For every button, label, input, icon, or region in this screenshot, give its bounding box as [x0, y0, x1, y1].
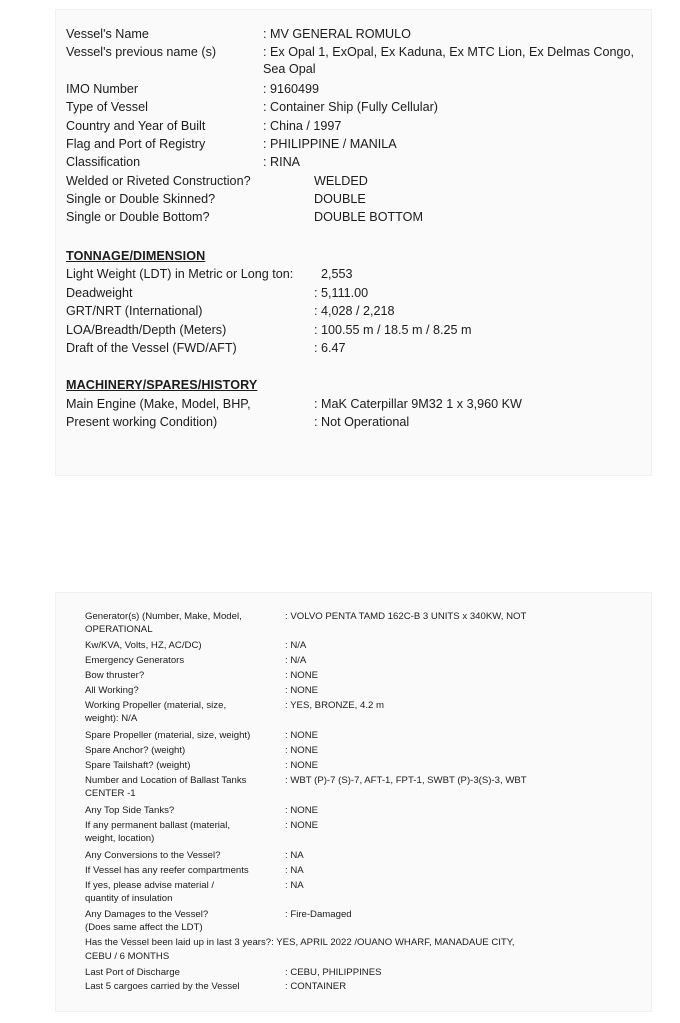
value-all-working: : NONE: [285, 685, 319, 696]
label-damages: Any Damages to the Vessel?: [85, 909, 209, 920]
value-previous-names: : Ex Opal 1, ExOpal, Ex Kaduna, Ex MTC Lion, Ex Delmas Congo,: [263, 45, 634, 59]
value-top-side-tanks: : NONE: [285, 805, 319, 816]
value-dimensions: : 100.55 m / 18.5 m / 8.25 m: [314, 323, 472, 337]
value-previous-names-cont: Sea Opal: [263, 62, 316, 76]
document-page-2: [56, 593, 651, 1011]
label-top-side-tanks: Any Top Side Tanks?: [85, 805, 175, 816]
label-main-engine: Main Engine (Make, Model, BHP,: [66, 397, 251, 411]
label-working-propeller-cont: weight): N/A: [85, 713, 138, 724]
value-kw-kva: : N/A: [285, 640, 307, 651]
value-conversions: : NA: [285, 850, 304, 861]
value-construction: WELDED: [314, 174, 368, 188]
value-main-engine: : MaK Caterpillar 9M32 1 x 3,960 KW: [314, 397, 522, 411]
label-vessel-type: Type of Vessel: [66, 100, 148, 114]
label-working-propeller: Working Propeller (material, size,: [85, 700, 227, 711]
value-reefer: : NA: [285, 865, 304, 876]
value-working-propeller: : YES, BRONZE, 4.2 m: [285, 700, 384, 711]
label-permanent-ballast: If any permanent ballast (material,: [85, 820, 231, 831]
label-vessel-name: Vessel's Name: [66, 27, 149, 41]
value-permanent-ballast: : NONE: [285, 820, 319, 831]
label-conversions: Any Conversions to the Vessel?: [85, 850, 221, 861]
label-bow-thruster: Bow thruster?: [85, 670, 145, 681]
document-page-1: [56, 10, 651, 475]
value-last-port: : CEBU, PHILIPPINES: [285, 967, 382, 978]
label-insulation: If yes, please advise material /: [85, 880, 215, 891]
label-spare-tailshaft: Spare Tailshaft? (weight): [85, 760, 191, 771]
label-generators: Generator(s) (Number, Make, Model,: [85, 611, 242, 622]
value-ballast-tanks: : WBT (P)-7 (S)-7, AFT-1, FPT-1, SWBT (P)-3(S)-3, WBT: [285, 775, 527, 786]
value-ballast-tanks-cont: CENTER -1: [85, 788, 136, 799]
value-generators-cont: OPERATIONAL: [85, 624, 153, 635]
value-spare-tailshaft: : NONE: [285, 760, 319, 771]
label-classification: Classification: [66, 155, 141, 169]
label-reefer: If Vessel has any reefer compartments: [85, 865, 249, 876]
label-construction: Welded or Riveted Construction?: [66, 174, 251, 188]
value-spare-anchor: : NONE: [285, 745, 319, 756]
label-laid-up: Has the Vessel been laid up in last 3 years?: YES, APRIL 2022 /OUANO WHARF, MANADAUE CITY,: [85, 937, 515, 948]
value-insulation: : NA: [285, 880, 304, 891]
value-last-cargoes: : CONTAINER: [285, 981, 347, 992]
value-bow-thruster: : NONE: [285, 670, 319, 681]
value-imo-number: : 9160499: [263, 82, 320, 96]
value-skin: DOUBLE: [314, 192, 366, 206]
value-generators: : VOLVO PENTA TAMD 162C-B 3 UNITS x 340KW, NOT: [285, 611, 527, 622]
value-draft: : 6.47: [314, 341, 346, 355]
label-bottom: Single or Double Bottom?: [66, 210, 210, 224]
label-country-year: Country and Year of Built: [66, 119, 206, 133]
label-last-cargoes: Last 5 cargoes carried by the Vessel: [85, 981, 240, 992]
machinery-heading: MACHINERY/SPARES/HISTORY: [66, 378, 258, 392]
value-damages: : Fire-Damaged: [285, 909, 352, 920]
value-light-weight: 2,553: [321, 267, 353, 281]
value-deadweight: : 5,111.00: [314, 286, 369, 300]
label-working-condition: Present working Condition): [66, 415, 218, 429]
value-bottom: DOUBLE BOTTOM: [314, 210, 423, 224]
label-light-weight: Light Weight (LDT) in Metric or Long ton:: [66, 267, 294, 281]
label-spare-propeller: Spare Propeller (material, size, weight): [85, 730, 251, 741]
value-country-year: : China / 1997: [263, 119, 342, 133]
value-spare-propeller: : NONE: [285, 730, 319, 741]
label-damages-cont: (Does same affect the LDT): [85, 922, 203, 933]
label-imo-number: IMO Number: [66, 82, 139, 96]
value-grt-nrt: : 4,028 / 2,218: [314, 304, 395, 318]
label-last-port: Last Port of Discharge: [85, 967, 180, 978]
label-ballast-tanks: Number and Location of Ballast Tanks: [85, 775, 247, 786]
label-deadweight: Deadweight: [66, 286, 133, 300]
label-permanent-ballast-cont: weight, location): [85, 833, 155, 844]
label-kw-kva: Kw/KVA, Volts, HZ, AC/DC): [85, 640, 202, 651]
value-vessel-type: : Container Ship (Fully Cellular): [263, 100, 438, 114]
label-insulation-cont: quantity of insulation: [85, 893, 173, 904]
label-previous-names: Vessel's previous name (s): [66, 45, 217, 59]
label-dimensions: LOA/Breadth/Depth (Meters): [66, 323, 227, 337]
label-skin: Single or Double Skinned?: [66, 192, 216, 206]
tonnage-heading: TONNAGE/DIMENSION: [66, 249, 206, 263]
label-spare-anchor: Spare Anchor? (weight): [85, 745, 186, 756]
label-flag-port: Flag and Port of Registry: [66, 137, 206, 151]
label-grt-nrt: GRT/NRT (International): [66, 304, 203, 318]
label-draft: Draft of the Vessel (FWD/AFT): [66, 341, 237, 355]
value-flag-port: : PHILIPPINE / MANILA: [263, 137, 397, 151]
label-emergency-generators: Emergency Generators: [85, 655, 185, 666]
value-working-condition: : Not Operational: [314, 415, 410, 429]
value-emergency-generators: : N/A: [285, 655, 307, 666]
value-vessel-name: : MV GENERAL ROMULO: [263, 27, 411, 41]
label-laid-up-cont: CEBU / 6 MONTHS: [85, 951, 170, 962]
value-classification: : RINA: [263, 155, 301, 169]
label-all-working: All Working?: [85, 685, 139, 696]
